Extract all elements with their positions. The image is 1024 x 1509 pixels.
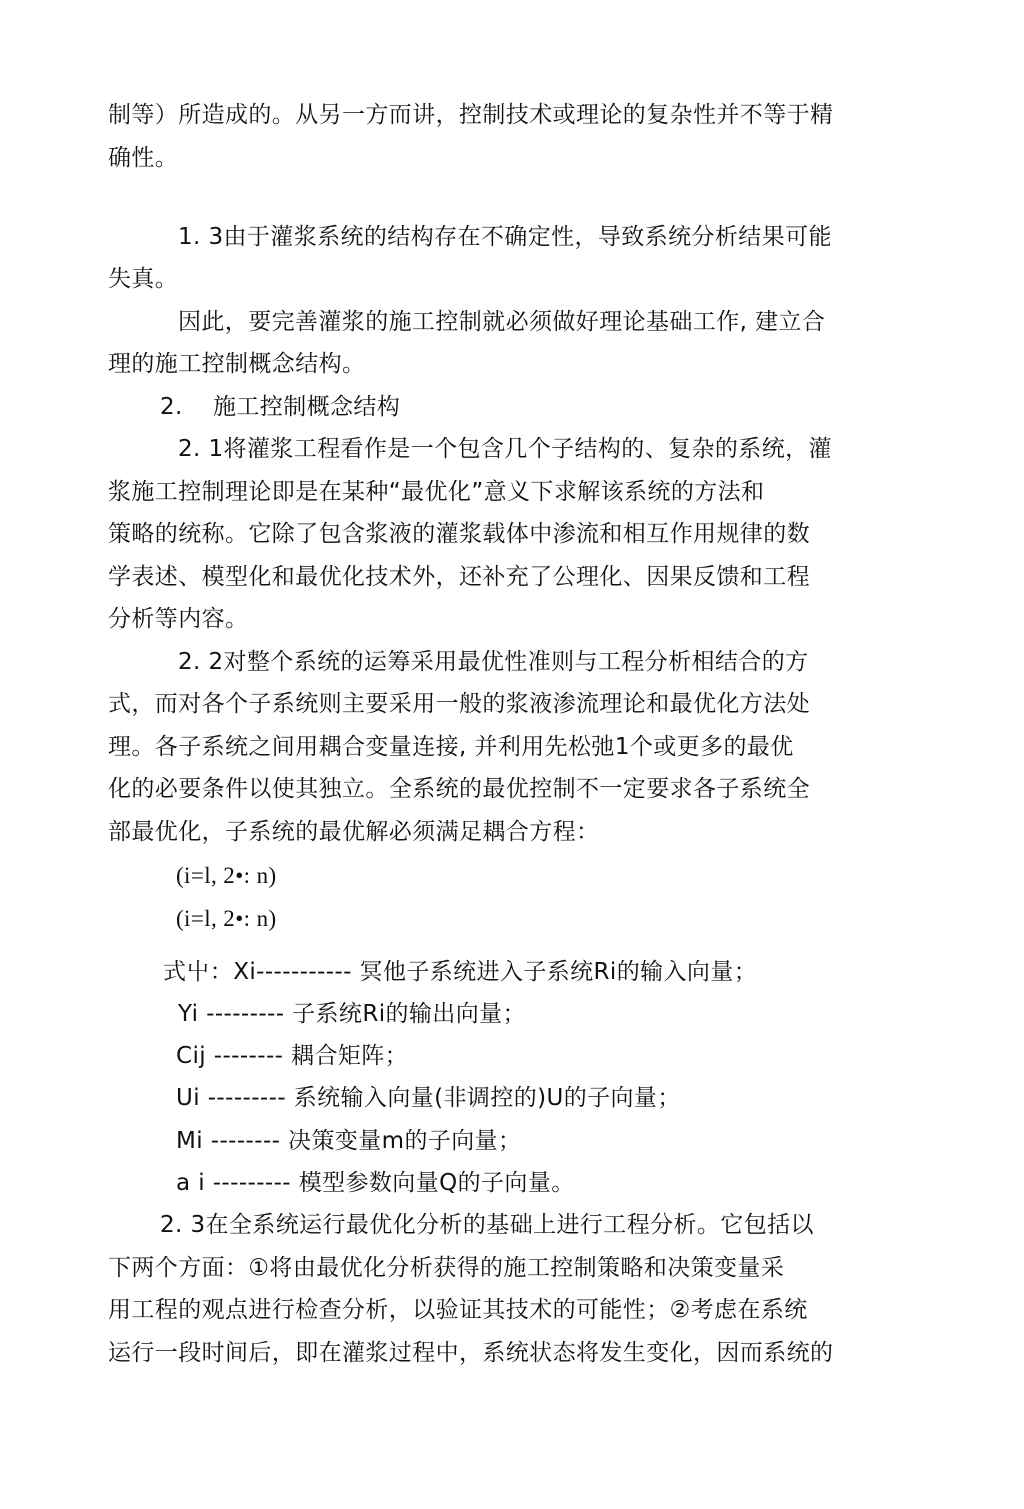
text-line: 分析等内容。: [108, 606, 249, 632]
text-line: 确性。: [108, 145, 179, 171]
text-line: 2. 1将灌浆工程看作是一个包含几个子结构的、复杂的系统，灌: [178, 436, 832, 462]
text-line: 理的施工控制概念结构。: [108, 351, 366, 377]
text-line: 式，而对各个子系统则主要采用一般的浆液渗流理论和最优化方法处: [108, 691, 810, 717]
text-line: 制等）所造成的。从另一方而讲，控制技术或理论的复杂性并不等于精: [108, 102, 834, 128]
text-line: 2. 2对整个系统的运筹采用最优性准则与工程分析相结合的方: [178, 649, 809, 675]
equation-index: (i=l, 2•: n): [176, 863, 277, 888]
definition-line: Mi -------- 决策变量m的子向量；: [176, 1128, 522, 1154]
text-line: 因此，要完善灌浆的施工控制就必须做好理论基础工作, 建立合: [178, 309, 826, 335]
text-line: 浆施工控制理论即是在某种“最优化”意义下求解该系统的方法和: [108, 479, 765, 505]
definition-line: 式屮：Xi----------- 冥他子系统进入子系统Ri的输入向量；: [163, 959, 758, 985]
text-line: 理。各子系统之间用耦合变量连接, 并利用先松弛1个或更多的最优: [108, 734, 794, 760]
text-line: 部最优化，子系统的最优解必须满足耦合方程：: [108, 819, 600, 845]
text-line: 运行一段时间后，即在灌浆过程中，系统状态将发生变化，因而系统的: [108, 1340, 834, 1366]
text-line: 失真。: [108, 266, 179, 292]
text-line: 化的必要条件以使其独立。全系统的最优控制不一定要求各子系统全: [108, 776, 810, 802]
definition-line: Ui --------- 系统输入向量(非调控的)U的子向量；: [176, 1085, 681, 1111]
text-line: 下两个方面：①将由最优化分析获得的施工控制策略和决策变量采: [108, 1255, 785, 1281]
equation-index: (i=l, 2•: n): [176, 906, 277, 931]
definition-line: Cij -------- 耦合矩阵；: [176, 1043, 409, 1069]
section-heading: 施工控制概念结构: [213, 394, 401, 420]
text-line: 1. 3由于灌浆系统的结构存在不确定性，导致系统分析结果可能: [178, 224, 832, 250]
text-line: 2. 3在全系统运行最优化分析的基础上进行工程分析。它包括以: [160, 1212, 814, 1238]
text-line: 策略的统称。它除了包含浆液的灌浆载体中渗流和相互作用规律的数: [108, 521, 810, 547]
text-line: 用工程的观点进行检查分析，以验证其技术的可能性；②考虑在系统: [108, 1297, 808, 1323]
text-line: 学表述、模型化和最优化技术外，还补充了公理化、因果反馈和工程: [108, 564, 810, 590]
definition-line: Yi --------- 子系统Ri的输出向量；: [178, 1001, 526, 1027]
definition-line: a i --------- 模型参数向量Q的子向量。: [176, 1170, 575, 1196]
section-number: 2.: [160, 394, 183, 420]
